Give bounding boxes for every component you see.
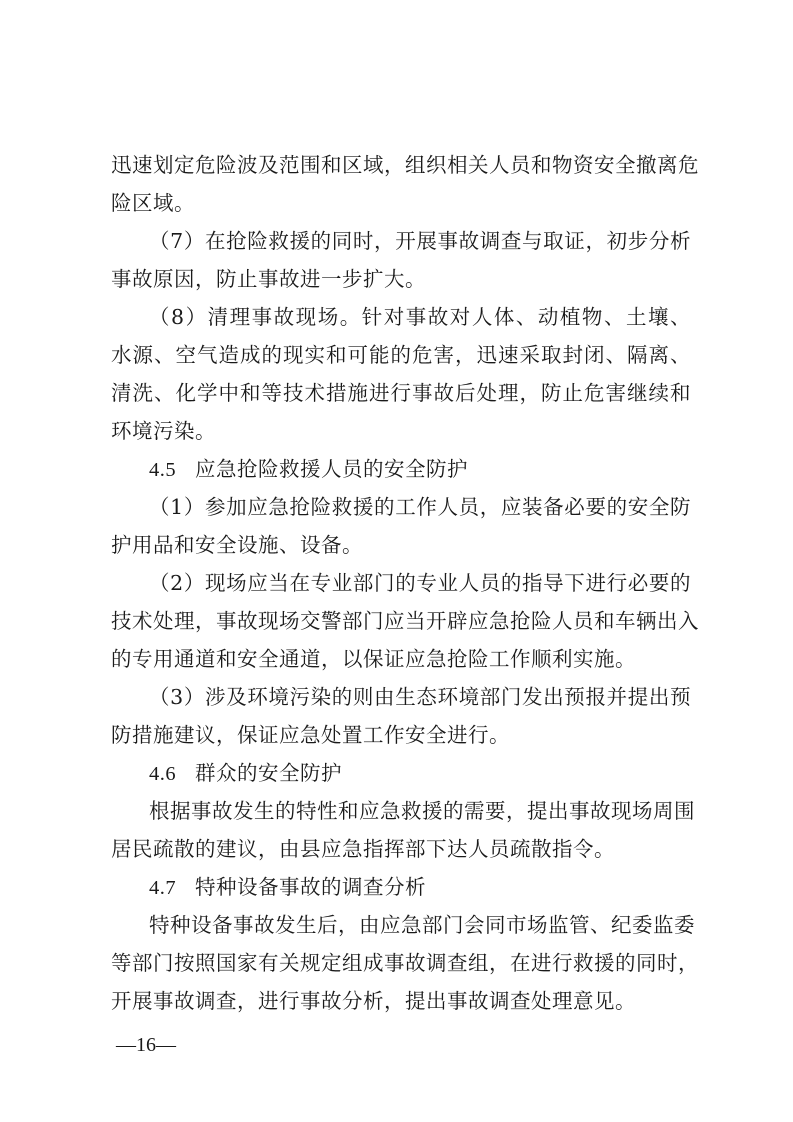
section-number: 4.7 [149, 877, 177, 899]
section-heading [149, 869, 426, 905]
text-line: 技术处理，事故现场交警部门应当开辟应急抢险人员和车辆出入 [111, 609, 699, 633]
text-line: 水源、空气造成的现实和可能的危害，迅速采取封闭、隔离、 [111, 343, 691, 367]
text-line: 环境污染。 [111, 419, 216, 443]
text-line: 清洗、化学中和等技术措施进行事故后处理，防止危害继续和 [111, 381, 691, 405]
text-line: 开展事故调查，进行事故分析，提出事故调查处理意见。 [111, 989, 636, 1013]
text-line: 护用品和安全设施、设备。 [111, 533, 363, 557]
text-line: （1）参加应急抢险救援的工作人员，应装备必要的安全防 [149, 495, 691, 519]
text-line: 特种设备事故发生后，由应急部门会同市场监管、纪委监委 [149, 913, 695, 937]
text-line: （3）涉及环境污染的则由生态环境部门发出预报并提出预 [149, 685, 691, 709]
text-line: 的专用通道和安全通道，以保证应急抢险工作顺利实施。 [111, 647, 636, 671]
section-title: 特种设备事故的调查分析 [195, 875, 426, 899]
text-line: （8）清理事故现场。针对事故对人体、动植物、土壤、 [149, 305, 691, 329]
text-line: （2）现场应当在专业部门的专业人员的指导下进行必要的 [149, 571, 691, 595]
text-line: 险区域。 [111, 191, 195, 215]
section-title: 应急抢险救援人员的安全防护 [195, 457, 468, 481]
text-line: 防措施建议，保证应急处置工作安全进行。 [111, 723, 510, 747]
section-heading [149, 451, 468, 487]
text-line: 根据事故发生的特性和应急救援的需要，提出事故现场周围 [149, 799, 695, 823]
text-line: 居民疏散的建议，由县应急指挥部下达人员疏散指令。 [111, 837, 615, 861]
section-number: 4.6 [149, 763, 177, 785]
text-line: 事故原因，防止事故进一步扩大。 [111, 267, 426, 291]
section-title: 群众的安全防护 [195, 761, 342, 785]
text-line: （7）在抢险救援的同时，开展事故调查与取证，初步分析 [149, 229, 691, 253]
text-line: 等部门按照国家有关规定组成事故调查组，在进行救援的同时， [111, 951, 699, 975]
section-heading [149, 755, 342, 791]
section-number: 4.5 [149, 459, 177, 481]
text-line: 迅速划定危险波及范围和区域，组织相关人员和物资安全撤离危 [111, 153, 699, 177]
page-number: —16— [116, 1034, 176, 1056]
